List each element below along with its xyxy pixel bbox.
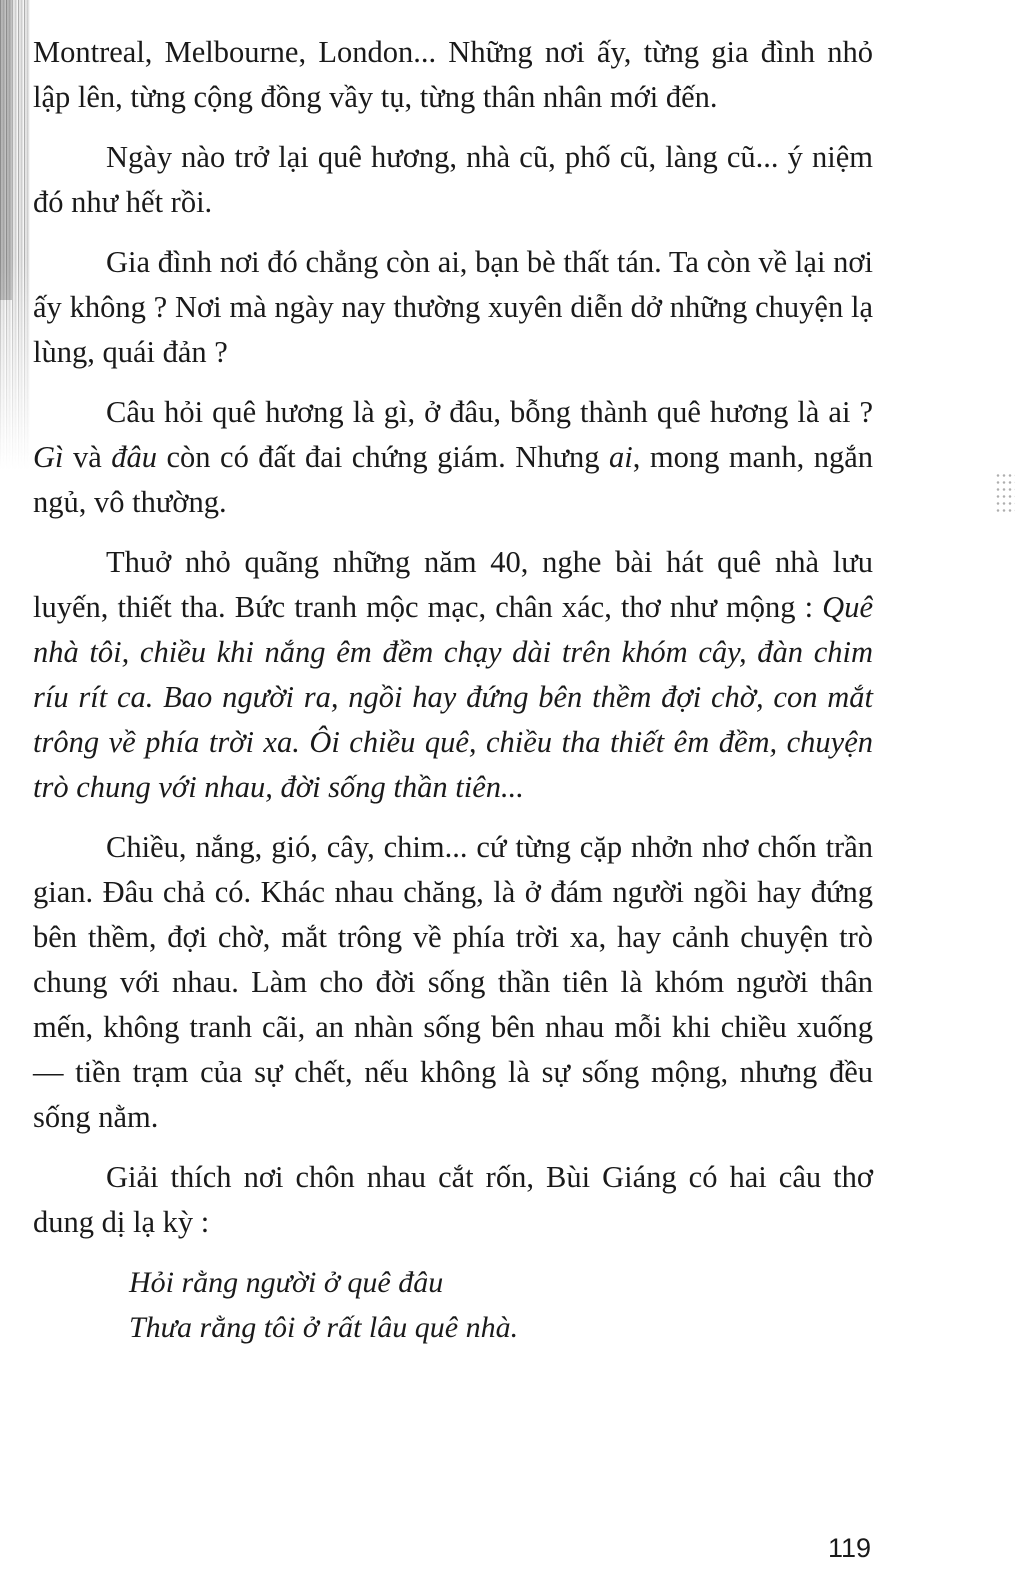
- paragraph-text: , mong manh, ngắn ngủ, vô thường.: [33, 440, 873, 519]
- paragraph-7: [33, 1155, 873, 1245]
- song-lyrics-quote: Quê nhà tôi, chiều khi nắng êm đềm chạy dài trên khóm cây, đàn chim ríu rít ca. Bao người ra, ngồi hay đứng bên thềm đợi chờ, con mắt trông về phía trời xa. Ôi chiều quê, chiều tha thiết êm đềm, chuyện trò chung với nhau, đời sống thần tiên...: [33, 590, 873, 804]
- paragraph-text: Ngày nào trở lại quê hương, nhà cũ, phố cũ, làng cũ... ý niệm đó như hết rồi.: [33, 140, 873, 219]
- paragraph-4: [33, 390, 873, 525]
- paragraph-text: Chiều, nắng, gió, cây, chim... cứ từng cặp nhởn nhơ chốn trần gian. Đâu chả có. Khác nhau chăng, là ở đám người ngồi hay đứng bên thềm, đợi chờ, mắt trông về phía trời xa, hay cảnh chuyện trò chung với nhau. Làm cho đời sống thần tiên là khóm người thân mến, không tranh cãi, an nhàn sống bên nhau mỗi khi chiều xuống — tiền trạm của sự chết, nếu không là sự sống mộng, nhưng đều sống nằm.: [33, 830, 873, 1134]
- italic-word: ai: [609, 440, 633, 474]
- page-number: 119: [828, 1533, 872, 1563]
- poem-line-1: Hỏi rằng người ở quê đâu: [129, 1266, 444, 1299]
- italic-word: Gì: [33, 440, 64, 474]
- scan-binding-edge: [0, 0, 12, 300]
- paragraph-text: Thuở nhỏ quãng những năm 40, nghe bài hát quê nhà lưu luyến, thiết tha. Bức tranh mộc mạc, chân xác, thơ như mộng :: [33, 545, 873, 624]
- scan-noise: [995, 472, 1015, 512]
- paragraph-text: và: [63, 440, 112, 474]
- paragraph-6: [33, 825, 873, 1140]
- paragraph-5: [33, 540, 873, 810]
- paragraph-text: Montreal, Melbourne, London... Những nơi ấy, từng gia đình nhỏ lập lên, từng cộng đồng vầy tụ, từng thân nhân mới đến.: [33, 35, 873, 114]
- paragraph-text: Gia đình nơi đó chẳng còn ai, bạn bè thất tán. Ta còn về lại nơi ấy không ? Nơi mà ngày nay thường xuyên diễn dở những chuyện lạ lùng, quái đản ?: [33, 245, 873, 369]
- poem-quote: [33, 1260, 873, 1350]
- page-body: [33, 30, 873, 1350]
- paragraph-text: Câu hỏi quê hương là gì, ở đâu, bỗng thành quê hương là ai ?: [106, 395, 873, 429]
- italic-word: đâu: [111, 440, 158, 474]
- paragraph-text: Giải thích nơi chôn nhau cắt rốn, Bùi Giáng có hai câu thơ dung dị lạ kỳ :: [33, 1160, 873, 1239]
- paragraph-2: [33, 135, 873, 225]
- paragraph-1: [33, 30, 873, 120]
- paragraph-text: còn có đất đai chứng giám. Nhưng: [157, 440, 610, 474]
- paragraph-3: [33, 240, 873, 375]
- poem-line-2: Thưa rằng tôi ở rất lâu quê nhà.: [129, 1311, 519, 1344]
